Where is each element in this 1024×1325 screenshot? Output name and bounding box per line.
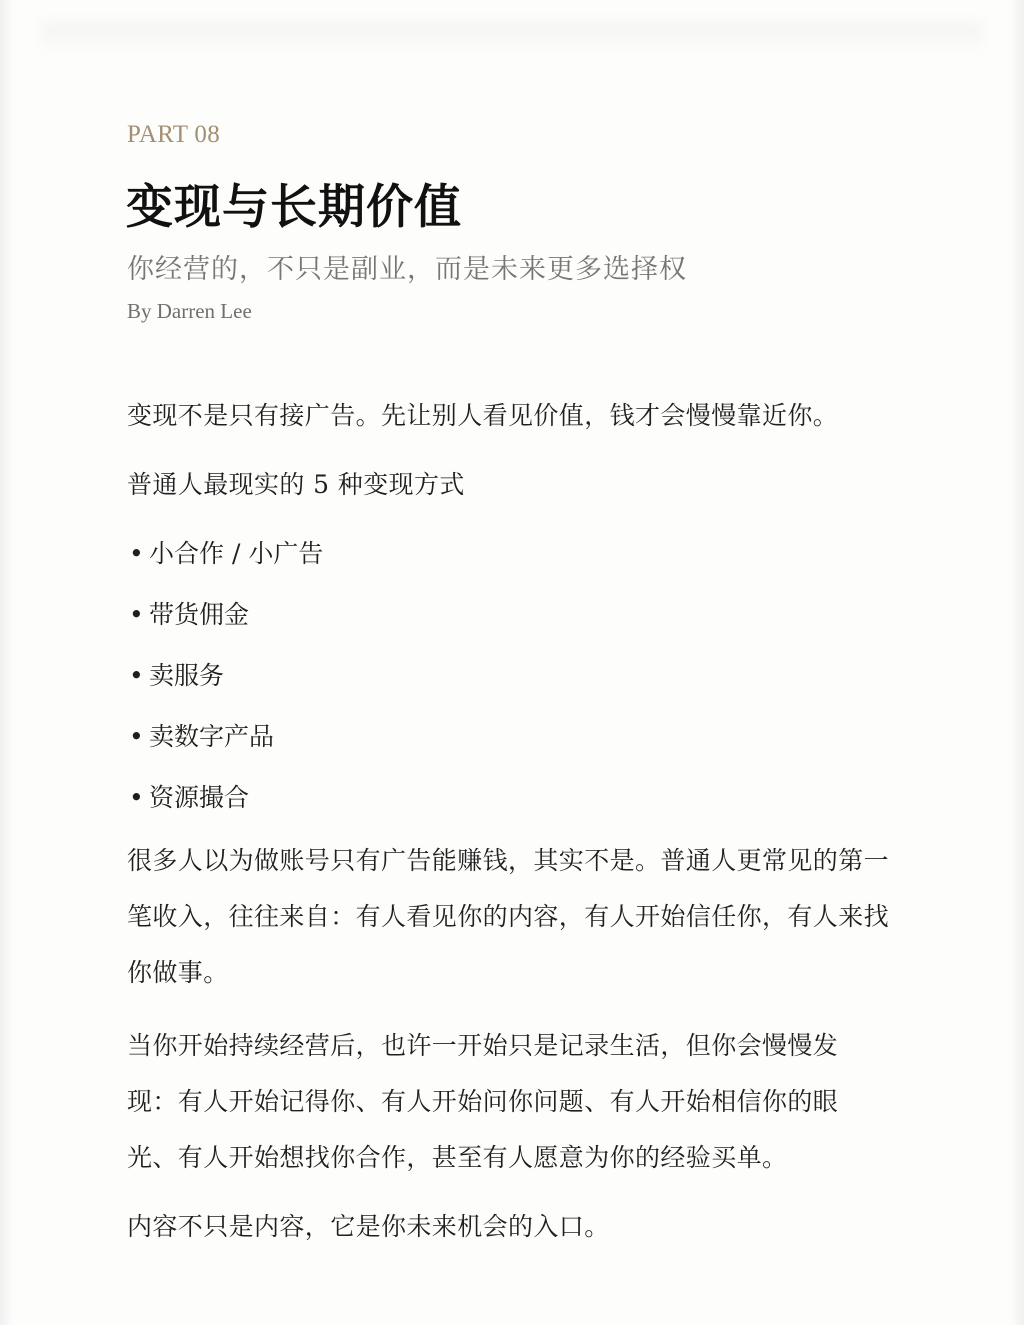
list-item xyxy=(127,587,323,648)
page-subtitle: 你经营的，不只是副业，而是未来更多选择权 xyxy=(127,254,687,285)
body-paragraph-1: 很多人以为做账号只有广告能赚钱，其实不是。普通人更常见的第一笔收入，往往来自：有人看见你的内容，有人开始信任你，有人来找你做事。 xyxy=(127,846,890,987)
page-title: 变现与长期价值 xyxy=(126,180,462,235)
list-item-label: 带货佣金 xyxy=(149,600,250,629)
page-edge-right xyxy=(1010,0,1024,1325)
closing-paragraph: 内容不只是内容，它是你未来机会的入口。 xyxy=(127,1212,610,1241)
part-label: PART 08 xyxy=(127,121,221,148)
bullet-icon: • xyxy=(129,661,144,690)
list-item-label: 卖数字产品 xyxy=(149,722,275,751)
body-paragraph-2: 当你开始持续经营后，也许一开始只是记录生活，但你会慢慢发现：有人开始记得你、有人开始问你问题、有人开始相信你的眼光、有人开始想找你合作，甚至有人愿意为你的经验买单。 xyxy=(127,1031,839,1172)
bullet-icon: • xyxy=(129,783,144,812)
list-item-label: 小合作 / 小广告 xyxy=(149,539,324,568)
page-edge-left xyxy=(0,0,14,1325)
author-byline: By Darren Lee xyxy=(127,299,252,323)
monetization-list xyxy=(127,526,323,831)
list-item-label: 卖服务 xyxy=(149,661,225,690)
list-item xyxy=(127,770,323,831)
bullet-icon: • xyxy=(129,539,144,568)
list-heading: 普通人最现实的 5 种变现方式 xyxy=(127,470,465,499)
list-item xyxy=(127,648,323,709)
list-item xyxy=(127,526,323,587)
top-shadow xyxy=(40,22,984,56)
intro-paragraph: 变现不是只有接广告。先让别人看见价值，钱才会慢慢靠近你。 xyxy=(127,401,839,430)
bullet-icon: • xyxy=(129,600,144,629)
list-item-label: 资源撮合 xyxy=(149,783,250,812)
bullet-icon: • xyxy=(129,722,144,751)
list-item xyxy=(127,709,323,770)
